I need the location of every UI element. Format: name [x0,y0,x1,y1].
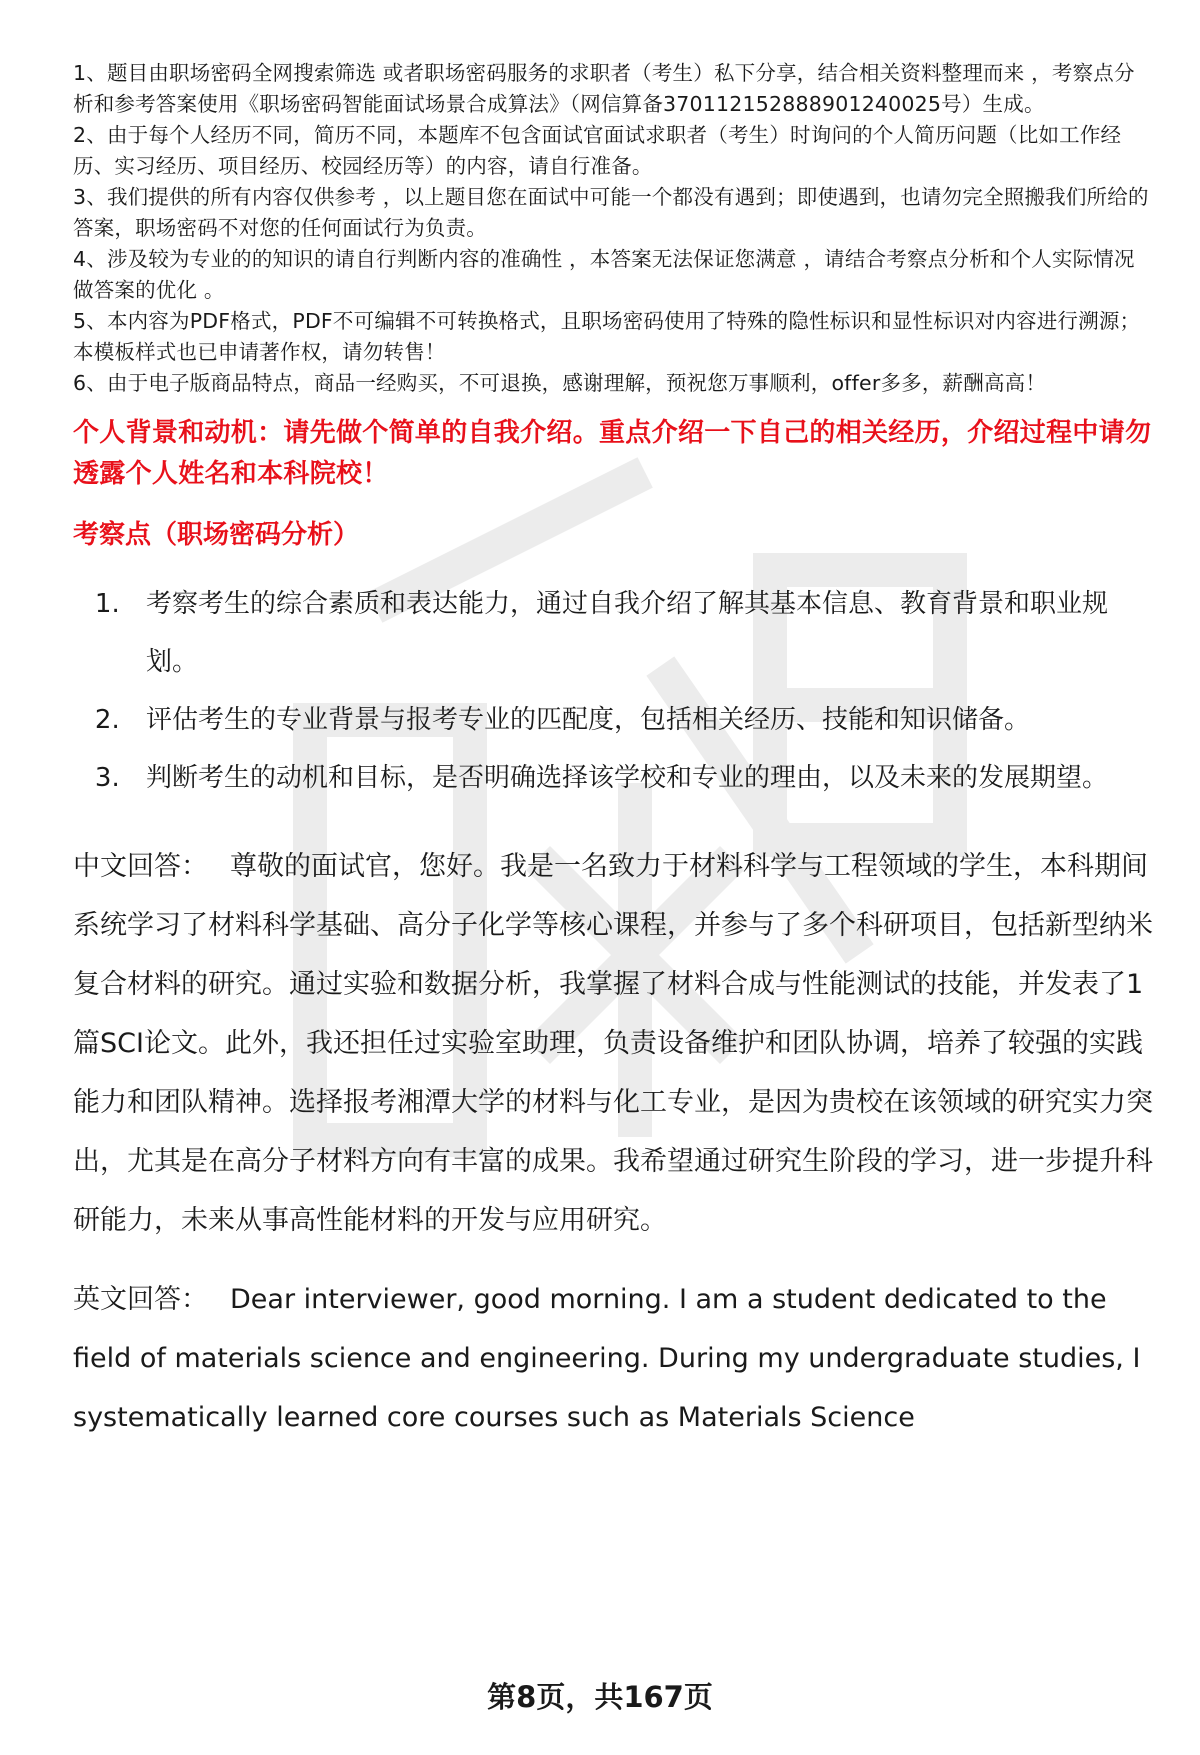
notice-item: 6、由于电子版商品特点，商品一经购买，不可退换，感谢理解，预祝您万事顺利，offer多多，薪酬高高！ [73,371,1047,395]
document-page [73,58,1153,1447]
notice-item: 2、由于每个人经历不同，简历不同，本题库不包含面试官面试求职者（考生）时询问的个人简历问题（比如工作经历、实习经历、项目经历、校园经历等）的内容，请自行准备。 [73,123,1122,178]
notice-item: 4、涉及较为专业的的知识的请自行判断内容的准确性 ，本答案无法保证您满意 ，请结合考察点分析和个人实际情况做答案的优化 。 [73,247,1135,302]
notice-item: 3、我们提供的所有内容仅供参考 ，以上题目您在面试中可能一个都没有遇到；即使遇到，也请勿完全照搬我们所给的答案，职场密码不对您的任何面试行为负责。 [73,185,1149,240]
notice-item: 1、题目由职场密码全网搜索筛选 或者职场密码服务的求职者（考生）私下分享，结合相关资料整理而来 ，考察点分析和参考答案使用《职场密码智能面试场景合成算法》（网信算备370112152888901240025号）生成。 [73,61,1135,116]
chinese-answer-text: 尊敬的面试官，您好。我是一名致力于材料科学与工程领域的学生，本科期间系统学习了材料科学基础、高分子化学等核心课程，并参与了多个科研项目，包括新型纳米复合材料的研究。通过实验和数据分析，我掌握了材料合成与性能测试的技能，并发表了1篇SCI论文。此外，我还担任过实验室助理，负责设备维护和团队协调，培养了较强的实践能力和团队精神。选择报考湘潭大学的材料与化工专业，是因为贵校在该领域的研究实力突出，尤其是在高分子材料方向有丰富的成果。我希望通过研究生阶段的学习，进一步提升科研能力，未来从事高性能材料的开发与应用研究。 [73,851,1153,1236]
analysis-title: 考察点（职场密码分析） [73,520,360,550]
analysis-point: 1. 考察考生的综合素质和表达能力，通过自我介绍了解其基本信息、教育背景和职业规划。 [128,575,1153,691]
page-number: 第8页，共167页 [487,1680,713,1714]
chinese-answer [73,837,1153,1250]
english-answer [73,1270,1153,1447]
question-title: 个人背景和动机：请先做个简单的自我介绍。重点介绍一下自己的相关经历，介绍过程中请勿透露个人姓名和本科院校！ [73,418,1152,489]
chinese-answer-label: 中文回答： [73,851,208,882]
analysis-points [73,575,1153,807]
english-answer-text: Dear interviewer, good morning. I am a student dedicated to the field of materials science and engineering. During my undergraduate studies, I systematically learned core courses such as Materials Science [73,1284,1141,1433]
analysis-point: 3. 判断考生的动机和目标，是否明确选择该学校和专业的理由，以及未来的发展期望。 [128,749,1153,807]
notice-list [73,58,1153,399]
notice-item: 5、本内容为PDF格式，PDF不可编辑不可转换格式，且职场密码使用了特殊的隐性标识和显性标识对内容进行溯源；本模板样式也已申请著作权，请勿转售！ [73,309,1141,364]
english-answer-label: 英文回答： [73,1284,208,1315]
analysis-point: 2. 评估考生的专业背景与报考专业的匹配度，包括相关经历、技能和知识储备。 [128,691,1153,749]
